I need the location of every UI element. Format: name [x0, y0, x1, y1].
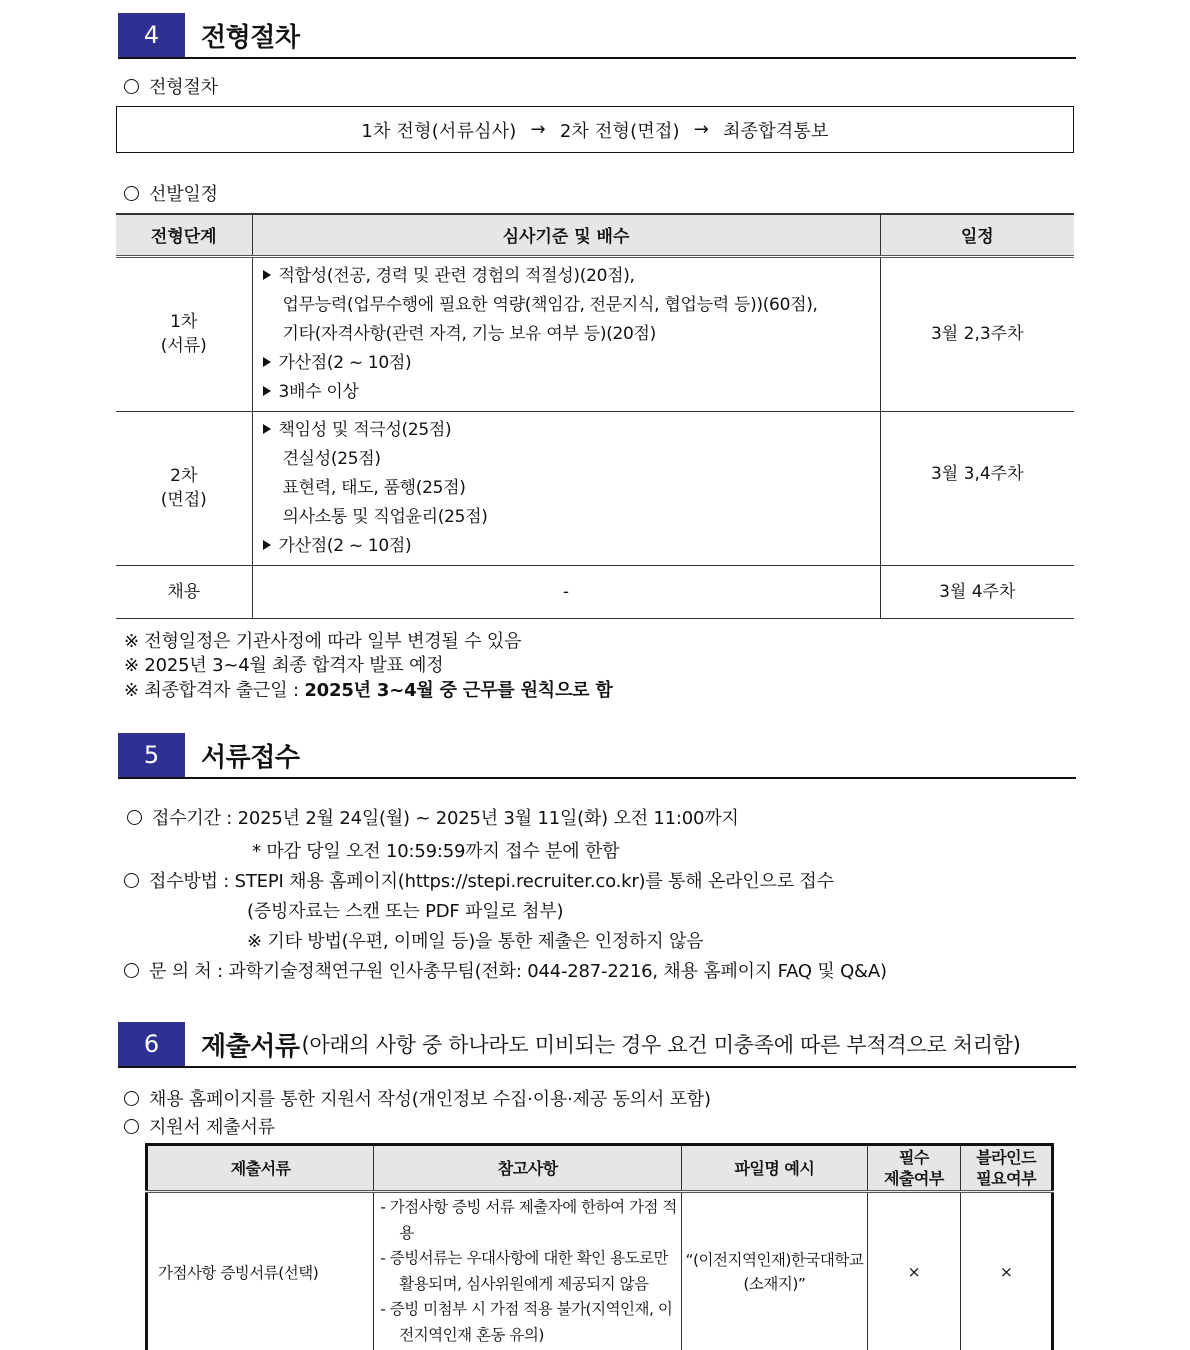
table-row — [147, 1192, 1053, 1350]
table-row — [116, 411, 1074, 565]
note-text: ※ 2025년 3~4월 최종 합격자 발표 예정 — [124, 655, 444, 676]
receipt-period-note: * 마감 당일 오전 10:59:59까지 접수 분에 한함 — [252, 841, 620, 862]
blind-cell: × — [961, 1192, 1053, 1350]
document-cell: 가점사항 증빙서류(선택) — [158, 1263, 319, 1282]
column-header: 심사기준 및 배수 — [252, 214, 880, 256]
note-text: ※ 최종합격자 출근일 : 2025년 3~4월 중 근무를 원칙으로 함 — [124, 680, 613, 701]
arrow-right-icon: → — [693, 119, 710, 140]
section-6-header — [118, 1022, 1076, 1068]
triangle-bullet-icon — [263, 386, 271, 396]
column-header: 참고사항 — [374, 1145, 682, 1192]
section-number: 4 — [118, 13, 185, 57]
criteria-cell: 적합성(전공, 경력 및 관련 경험의 적절성)(20점), 업무능력(업무수행에 필요한 역량(책임감, 전문지식, 협업능력 등))(60점), 기타(자격사항(관련 자격, 기능 보유 여부 등)(20점) 가산점(2 ~ 10점) 3배수 이상 — [252, 256, 880, 411]
section-number: 5 — [118, 733, 185, 777]
column-header: 블라인드 필요여부 — [961, 1145, 1053, 1192]
reference-cell: - 가점사항 증빙 서류 제출자에 한하여 가점 적용 - 증빙서류는 우대사항에 대한 확인 용도로만 활용되며, 심사위원에게 제공되지 않음 - 증빙 미첨부 시 가점 적용 불가(지역인재, 이전지역인재 혼동 유의) — [374, 1192, 682, 1350]
procedure-label: 전형절차 — [124, 73, 218, 99]
circle-bullet-icon — [124, 186, 139, 201]
filename-example-cell: “(이전지역인재)한국대학교 (소재지)” — [682, 1192, 867, 1350]
required-cell: × — [867, 1192, 961, 1350]
contact-info: 문 의 처 : 과학기술정책연구원 인사총무팀(전화: 044-287-2216, 채용 홈페이지 FAQ 및 Q&A) — [124, 957, 887, 983]
schedule-cell: 3월 2,3주차 — [880, 256, 1074, 411]
selection-schedule-table — [116, 213, 1074, 619]
column-header: 전형단계 — [116, 214, 252, 256]
criteria-cell: 책임성 및 적극성(25점) 견실성(25점) 표현력, 태도, 품행(25점) 의사소통 및 직업윤리(25점) 가산점(2 ~ 10점) — [252, 411, 880, 565]
schedule-cell: 3월 3,4주차 — [880, 411, 1074, 565]
stage-cell: 1차 (서류) — [116, 256, 252, 411]
receipt-period: 접수기간 : 2025년 2월 24일(월) ~ 2025년 3월 11일(화) 오전 11:00까지 — [127, 804, 739, 830]
triangle-bullet-icon — [263, 540, 271, 550]
circle-bullet-icon — [127, 810, 142, 825]
arrow-right-icon: → — [530, 119, 546, 140]
receipt-method: 접수방법 : STEPI 채용 홈페이지(https://stepi.recruiter.co.kr)를 통해 온라인으로 접수 — [124, 867, 834, 893]
criteria-cell: - — [252, 565, 880, 618]
submission-item: 지원서 제출서류 — [124, 1113, 275, 1139]
section-5-header — [118, 733, 1076, 779]
circle-bullet-icon — [124, 79, 139, 94]
section-4-header — [118, 13, 1076, 59]
section-number: 6 — [118, 1022, 185, 1066]
circle-bullet-icon — [124, 963, 139, 978]
triangle-bullet-icon — [263, 357, 271, 367]
stage-cell: 2차 (면접) — [116, 411, 252, 565]
flow-step-1: 1차 전형(서류심사) — [361, 120, 517, 142]
submission-documents-table — [145, 1143, 1054, 1350]
procedure-flow-box — [116, 106, 1074, 153]
triangle-bullet-icon — [263, 270, 271, 280]
triangle-bullet-icon — [263, 424, 271, 434]
table-row — [116, 565, 1074, 618]
receipt-method-note: ※ 기타 방법(우편, 이메일 등)을 통한 제출은 인정하지 않음 — [247, 931, 704, 952]
stage-cell: 채용 — [116, 565, 252, 618]
schedule-cell: 3월 4주차 — [880, 565, 1074, 618]
section-title: 제출서류 (아래의 사항 중 하나라도 미비되는 경우 요건 미충족에 따른 부적격으로 처리함) — [185, 1022, 1021, 1066]
column-header: 제출서류 — [147, 1145, 374, 1192]
circle-bullet-icon — [124, 873, 139, 888]
flow-step-2: 2차 전형(면접) — [559, 120, 680, 142]
flow-step-3: 최종합격통보 — [723, 120, 829, 142]
section-subtitle: (아래의 사항 중 하나라도 미비되는 경우 요건 미충족에 따른 부적격으로 처리함) — [301, 1033, 1021, 1057]
table-row — [116, 256, 1074, 411]
section-title: 전형절차 — [201, 22, 300, 53]
column-header: 파일명 예시 — [682, 1145, 867, 1192]
schedule-label: 선발일정 — [124, 180, 218, 206]
column-header: 일정 — [880, 214, 1074, 256]
section-title: 서류접수 — [201, 742, 300, 773]
submission-item: 채용 홈페이지를 통한 지원서 작성(개인정보 수집·이용·제공 동의서 포함) — [124, 1085, 711, 1111]
column-header: 필수 제출여부 — [867, 1145, 961, 1192]
note-text: ※ 전형일정은 기관사정에 따라 일부 변경될 수 있음 — [124, 631, 522, 652]
circle-bullet-icon — [124, 1091, 139, 1106]
receipt-method-note: (증빙자료는 스캔 또는 PDF 파일로 첨부) — [247, 901, 564, 922]
circle-bullet-icon — [124, 1119, 139, 1134]
